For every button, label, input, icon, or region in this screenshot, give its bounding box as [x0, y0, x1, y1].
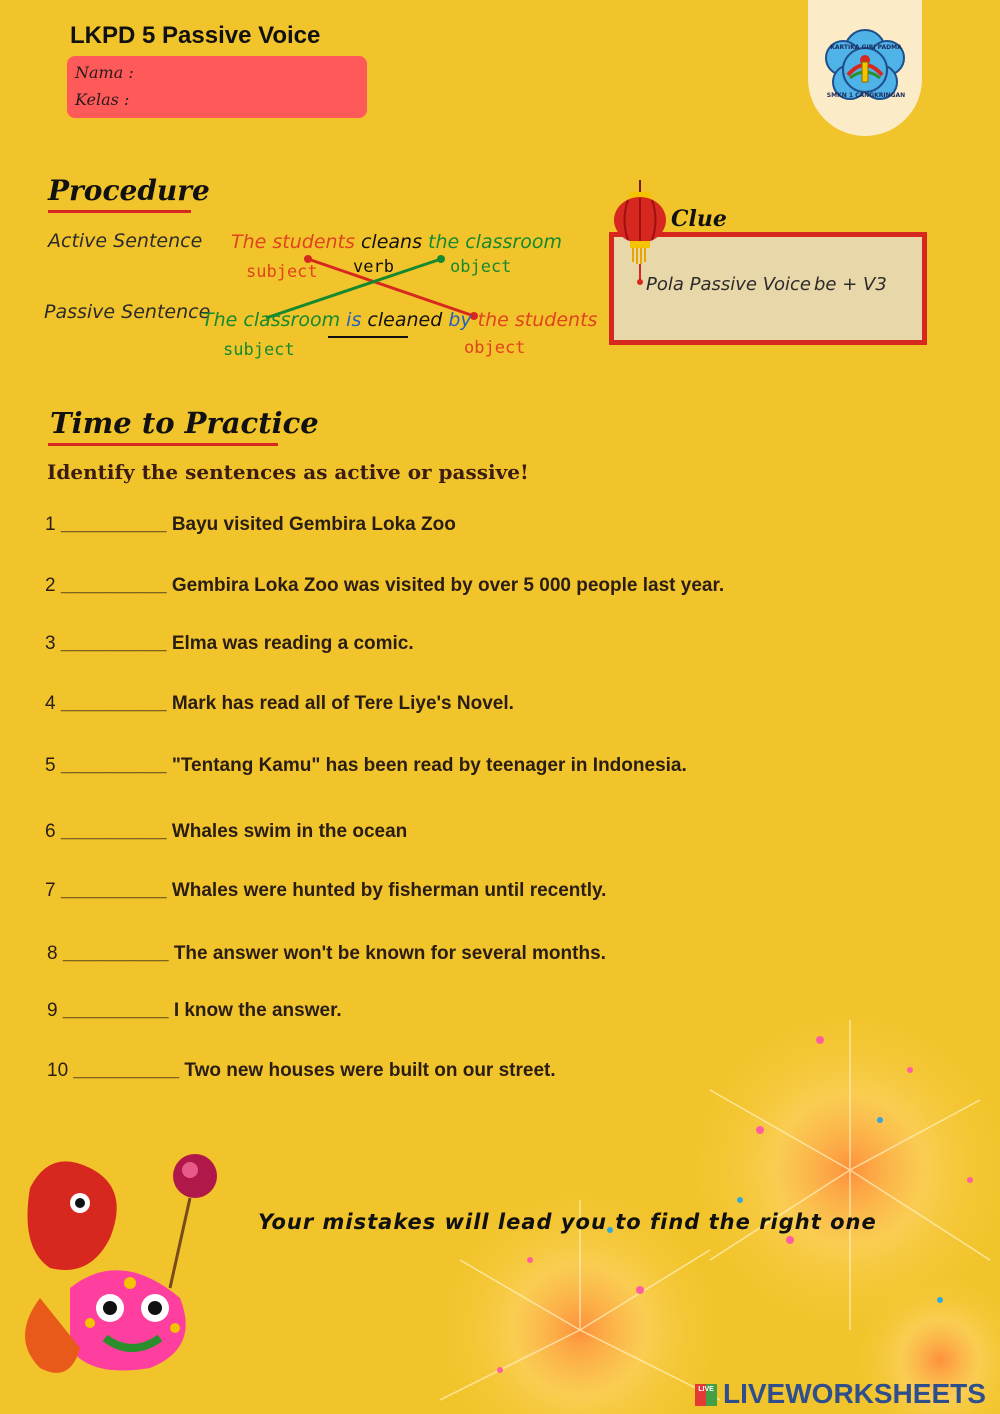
practice-underline [48, 443, 278, 446]
question-3 [45, 633, 414, 655]
question-number: 8 [47, 943, 58, 964]
question-text: The answer won't be known for several months. [173, 943, 606, 964]
answer-blank[interactable]: __________ [60, 633, 167, 654]
worksheet-title: LKPD 5 Passive Voice [70, 22, 321, 49]
active-verb-tag: verb [353, 257, 394, 277]
question-7 [45, 880, 606, 902]
active-verb: cleans [360, 231, 422, 253]
question-number: 4 [45, 693, 56, 714]
question-text: Whales were hunted by fisherman until recently. [171, 880, 607, 901]
answer-blank[interactable]: __________ [60, 693, 167, 714]
answer-blank[interactable]: __________ [62, 943, 169, 964]
question-number: 10 [47, 1060, 69, 1081]
question-text: Mark has read all of Tere Liye's Novel. [171, 693, 514, 714]
question-text: Whales swim in the ocean [171, 821, 408, 842]
name-label: Nama : [75, 63, 134, 82]
question-8 [47, 943, 606, 965]
live-badge-icon: LIVE [695, 1384, 717, 1406]
question-text: I know the answer. [173, 1000, 342, 1021]
practice-instruction: Identify the sentences as active or passive! [47, 460, 529, 484]
motivational-quote: Your mistakes will lead you to find the right one [258, 1210, 877, 1234]
active-subject-tag: subject [246, 262, 318, 282]
question-text: Elma was reading a comic. [171, 633, 414, 654]
passive-sentence-label: Passive Sentence [44, 301, 211, 323]
question-5 [45, 755, 687, 777]
clue-title: Clue [671, 206, 727, 232]
lion-dance-illustration [10, 1148, 230, 1384]
answer-blank[interactable]: __________ [60, 880, 167, 901]
active-object: the classroom [428, 231, 562, 253]
question-text: Bayu visited Gembira Loka Zoo [171, 514, 456, 535]
answer-blank[interactable]: __________ [62, 1000, 169, 1021]
logo-top-text: KARTIKA GIRI PADMA [830, 44, 902, 51]
question-number: 2 [45, 575, 56, 596]
question-1 [45, 514, 456, 536]
liveworksheets-brand [695, 1378, 986, 1410]
question-text: "Tentang Kamu" has been read by teenager in Indonesia. [171, 755, 687, 776]
object-dot [437, 255, 445, 263]
question-number: 9 [47, 1000, 58, 1021]
answer-blank[interactable]: __________ [60, 755, 167, 776]
passive-verb: cleaned [367, 309, 443, 331]
question-2 [45, 575, 724, 597]
answer-blank[interactable]: __________ [60, 575, 167, 596]
active-sentence [231, 231, 562, 253]
passive-subject: The classroom [202, 309, 341, 331]
question-number: 1 [45, 514, 56, 535]
brand-name: LIVEWORKSHEETS [723, 1378, 986, 1409]
question-number: 5 [45, 755, 56, 776]
procedure-heading: Procedure [48, 174, 210, 207]
active-subject: The students [231, 231, 355, 253]
passive-sentence [202, 309, 597, 331]
question-6 [45, 821, 407, 843]
answer-blank[interactable]: __________ [60, 514, 167, 535]
active-object-tag: object [450, 257, 512, 277]
answer-blank[interactable]: __________ [73, 1060, 180, 1081]
class-label: Kelas : [75, 90, 130, 109]
question-text: Two new houses were built on our street. [184, 1060, 556, 1081]
answer-blank[interactable]: __________ [60, 821, 167, 842]
question-text: Gembira Loka Zoo was visited by over 5 000 people last year. [171, 575, 725, 596]
passive-subject-tag: subject [223, 340, 295, 360]
passive-object-tag: object [464, 338, 526, 358]
fireworks-decoration [380, 1000, 1000, 1414]
question-number: 7 [45, 880, 56, 901]
clue-pattern-label: Pola Passive Voice [646, 274, 811, 295]
passive-be: is [346, 309, 362, 331]
question-9 [47, 1000, 342, 1022]
question-4 [45, 693, 514, 715]
clue-pattern: be + V3 [814, 274, 887, 295]
passive-by: by [448, 309, 472, 331]
active-sentence-label: Active Sentence [48, 230, 203, 252]
question-number: 3 [45, 633, 56, 654]
lantern-icon [613, 180, 669, 288]
practice-heading: Time to Practice [50, 406, 319, 440]
question-number: 6 [45, 821, 56, 842]
logo-bottom-text: SMKN 1 CANGKRINGAN [826, 92, 906, 99]
passive-object: the students [477, 309, 598, 331]
